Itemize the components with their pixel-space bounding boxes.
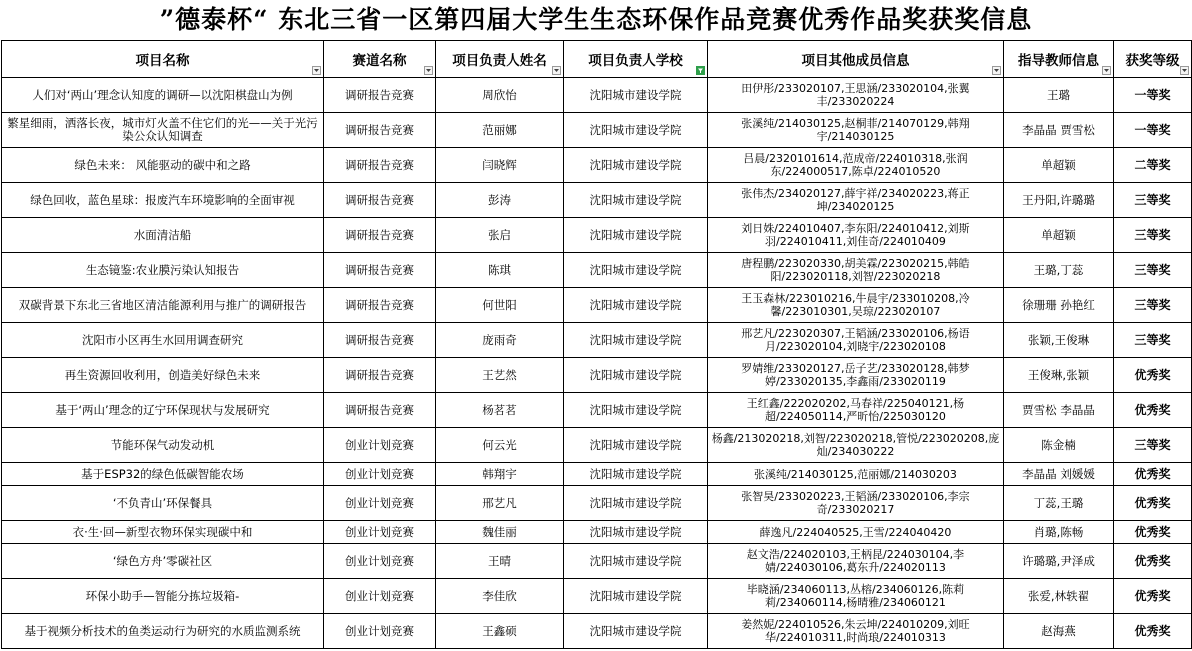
cell-members[interactable]: 姜然妮/224010526,朱云坤/224010209,刘旺华/224010311,时尚琅/224010313 bbox=[708, 614, 1004, 649]
cell-track[interactable]: 调研报告竞赛 bbox=[324, 393, 436, 428]
cell-members[interactable]: 毕晓涵/234060113,丛榕/234060126,陈莉莉/234060114,杨晴雅/234060121 bbox=[708, 579, 1004, 614]
cell-leader[interactable]: 范丽娜 bbox=[436, 113, 564, 148]
cell-teacher[interactable]: 单超颖 bbox=[1004, 148, 1114, 183]
cell-teacher[interactable]: 李晶晶 刘媛媛 bbox=[1004, 463, 1114, 486]
cell-leader[interactable]: 王晴 bbox=[436, 544, 564, 579]
cell-school[interactable]: 沈阳城市建设学院 bbox=[564, 183, 708, 218]
cell-track[interactable]: 调研报告竞赛 bbox=[324, 148, 436, 183]
cell-teacher[interactable]: 许璐璐,尹泽成 bbox=[1004, 544, 1114, 579]
table-row bbox=[2, 148, 1192, 183]
cell-project-name[interactable]: 水面清洁船 bbox=[2, 218, 324, 253]
cell-grade[interactable]: 优秀奖 bbox=[1114, 393, 1192, 428]
cell-track[interactable]: 调研报告竞赛 bbox=[324, 358, 436, 393]
cell-leader[interactable]: 何云光 bbox=[436, 428, 564, 463]
table-row bbox=[2, 183, 1192, 218]
cell-members[interactable]: 张溪纯/214030125,赵桐菲/214070129,韩翔宇/214030125 bbox=[708, 113, 1004, 148]
table-row bbox=[2, 428, 1192, 463]
cell-leader[interactable]: 何世阳 bbox=[436, 288, 564, 323]
cell-grade[interactable]: 优秀奖 bbox=[1114, 579, 1192, 614]
dropdown-filter-icon[interactable] bbox=[992, 66, 1001, 75]
dropdown-filter-icon[interactable] bbox=[424, 66, 433, 75]
cell-teacher[interactable]: 李晶晶 贾雪松 bbox=[1004, 113, 1114, 148]
cell-project-name[interactable]: 基于‘两山’理念的辽宁环保现状与发展研究 bbox=[2, 393, 324, 428]
cell-teacher[interactable]: 王璐 bbox=[1004, 78, 1114, 113]
table-row bbox=[2, 218, 1192, 253]
cell-track[interactable]: 调研报告竞赛 bbox=[324, 78, 436, 113]
table-row bbox=[2, 544, 1192, 579]
cell-members[interactable]: 赵文浩/224020103,王柄昆/224030104,李婧/224030106,葛东升/224020113 bbox=[708, 544, 1004, 579]
cell-members[interactable]: 邢艺凡/223020307,王韬涵/233020106,杨语月/223020104,刘晓宇/223020108 bbox=[708, 323, 1004, 358]
awards-table bbox=[1, 40, 1192, 649]
cell-school[interactable]: 沈阳城市建设学院 bbox=[564, 614, 708, 649]
cell-teacher[interactable]: 张爱,林轶翟 bbox=[1004, 579, 1114, 614]
table-row bbox=[2, 78, 1192, 113]
cell-project-name[interactable]: 生态镜鉴:农业膜污染认知报告 bbox=[2, 253, 324, 288]
cell-teacher[interactable]: 张颖,王俊琳 bbox=[1004, 323, 1114, 358]
cell-school[interactable]: 沈阳城市建设学院 bbox=[564, 358, 708, 393]
cell-members[interactable]: 薛逸凡/224040525,王雪/224040420 bbox=[708, 521, 1004, 544]
cell-teacher[interactable]: 王俊琳,张颖 bbox=[1004, 358, 1114, 393]
cell-teacher[interactable]: 王璐,丁蕊 bbox=[1004, 253, 1114, 288]
cell-teacher[interactable]: 丁蕊,王璐 bbox=[1004, 486, 1114, 521]
cell-track[interactable]: 调研报告竞赛 bbox=[324, 323, 436, 358]
col-header-members: 项目其他成员信息 bbox=[708, 41, 1004, 78]
cell-school[interactable]: 沈阳城市建设学院 bbox=[564, 393, 708, 428]
cell-leader[interactable]: 陈琪 bbox=[436, 253, 564, 288]
cell-track[interactable]: 创业计划竞赛 bbox=[324, 428, 436, 463]
dropdown-filter-icon[interactable] bbox=[552, 66, 561, 75]
col-header-project-name: 项目名称 bbox=[2, 41, 324, 78]
cell-project-name[interactable]: 衣·生·回—新型衣物环保实现碳中和 bbox=[2, 521, 324, 544]
cell-project-name[interactable]: 再生资源回收利用，创造美好绿色未来 bbox=[2, 358, 324, 393]
cell-grade[interactable]: 三等奖 bbox=[1114, 288, 1192, 323]
table-row bbox=[2, 486, 1192, 521]
col-header-teacher: 指导教师信息 bbox=[1004, 41, 1114, 78]
cell-teacher[interactable]: 肖璐,陈畅 bbox=[1004, 521, 1114, 544]
cell-members[interactable]: 杨鑫/213020218,刘智/223020218,管悦/223020208,庞灿/234030222 bbox=[708, 428, 1004, 463]
cell-school[interactable]: 沈阳城市建设学院 bbox=[564, 253, 708, 288]
cell-leader[interactable]: 杨茗茗 bbox=[436, 393, 564, 428]
cell-members[interactable]: 刘日姝/224010407,李东阳/224010412,刘斯羽/224010411,刘佳奇/224010409 bbox=[708, 218, 1004, 253]
cell-school[interactable]: 沈阳城市建设学院 bbox=[564, 463, 708, 486]
cell-grade[interactable]: 三等奖 bbox=[1114, 183, 1192, 218]
cell-members[interactable]: 罗婧维/233020127,岳子艺/233020128,韩梦婷/233020135,李鑫雨/233020119 bbox=[708, 358, 1004, 393]
cell-school[interactable]: 沈阳城市建设学院 bbox=[564, 113, 708, 148]
cell-track[interactable]: 调研报告竞赛 bbox=[324, 218, 436, 253]
table-row bbox=[2, 288, 1192, 323]
cell-project-name[interactable]: 绿色回收，蓝色星球：报废汽车环境影响的全面审视 bbox=[2, 183, 324, 218]
cell-grade[interactable]: 三等奖 bbox=[1114, 218, 1192, 253]
cell-leader[interactable]: 周欣怡 bbox=[436, 78, 564, 113]
cell-leader[interactable]: 王艺然 bbox=[436, 358, 564, 393]
dropdown-filter-icon[interactable] bbox=[312, 66, 321, 75]
cell-members[interactable]: 王红鑫/222020202,马春祥/225040121,杨超/224050114,严昕怡/225030120 bbox=[708, 393, 1004, 428]
cell-leader[interactable]: 彭涛 bbox=[436, 183, 564, 218]
cell-school[interactable]: 沈阳城市建设学院 bbox=[564, 486, 708, 521]
cell-members[interactable]: 张伟杰/234020127,薛宇祥/234020223,蒋正坤/234020125 bbox=[708, 183, 1004, 218]
cell-teacher[interactable]: 赵海燕 bbox=[1004, 614, 1114, 649]
cell-school[interactable]: 沈阳城市建设学院 bbox=[564, 579, 708, 614]
table-row bbox=[2, 579, 1192, 614]
table-row bbox=[2, 463, 1192, 486]
cell-project-name[interactable]: 基于视频分析技术的鱼类运动行为研究的水质监测系统 bbox=[2, 614, 324, 649]
cell-project-name[interactable]: 人们对‘两山’理念认知度的调研—以沈阳棋盘山为例 bbox=[2, 78, 324, 113]
cell-teacher[interactable]: 陈金楠 bbox=[1004, 428, 1114, 463]
cell-grade[interactable]: 三等奖 bbox=[1114, 253, 1192, 288]
cell-track[interactable]: 创业计划竞赛 bbox=[324, 521, 436, 544]
cell-grade[interactable]: 二等奖 bbox=[1114, 148, 1192, 183]
cell-grade[interactable]: 一等奖 bbox=[1114, 113, 1192, 148]
cell-track[interactable]: 调研报告竞赛 bbox=[324, 288, 436, 323]
table-row bbox=[2, 323, 1192, 358]
cell-project-name[interactable]: 节能环保气动发动机 bbox=[2, 428, 324, 463]
cell-track[interactable]: 创业计划竞赛 bbox=[324, 579, 436, 614]
cell-track[interactable]: 创业计划竞赛 bbox=[324, 486, 436, 521]
dropdown-filter-icon[interactable] bbox=[1180, 66, 1189, 75]
cell-teacher[interactable]: 王丹阳,许璐璐 bbox=[1004, 183, 1114, 218]
cell-teacher[interactable]: 贾雪松 李晶晶 bbox=[1004, 393, 1114, 428]
cell-grade[interactable]: 优秀奖 bbox=[1114, 358, 1192, 393]
cell-school[interactable]: 沈阳城市建设学院 bbox=[564, 544, 708, 579]
cell-members[interactable]: 王玉森林/223010216,牛晨宇/233010208,冷馨/223010301,吴琼/223020107 bbox=[708, 288, 1004, 323]
header-row bbox=[2, 41, 1192, 78]
cell-leader[interactable]: 张启 bbox=[436, 218, 564, 253]
cell-members[interactable]: 张溪纯/214030125,范丽娜/214030203 bbox=[708, 463, 1004, 486]
cell-grade[interactable]: 三等奖 bbox=[1114, 323, 1192, 358]
cell-grade[interactable]: 优秀奖 bbox=[1114, 486, 1192, 521]
cell-leader[interactable]: 韩翔宇 bbox=[436, 463, 564, 486]
cell-track[interactable]: 创业计划竞赛 bbox=[324, 614, 436, 649]
cell-project-name[interactable]: ‘不负青山’环保餐具 bbox=[2, 486, 324, 521]
cell-school[interactable]: 沈阳城市建设学院 bbox=[564, 428, 708, 463]
cell-project-name[interactable]: 沈阳市小区再生水回用调查研究 bbox=[2, 323, 324, 358]
table-row bbox=[2, 393, 1192, 428]
cell-track[interactable]: 创业计划竞赛 bbox=[324, 544, 436, 579]
col-header-track: 赛道名称 bbox=[324, 41, 436, 78]
cell-project-name[interactable]: 繁星细雨，洒落长夜，城市灯火盖不住它们的光——关于光污染公众认知调查 bbox=[2, 113, 324, 148]
cell-teacher[interactable]: 徐珊珊 孙艳红 bbox=[1004, 288, 1114, 323]
cell-members[interactable]: 张智昊/233020223,王韬涵/233020106,李宗奇/233020217 bbox=[708, 486, 1004, 521]
cell-grade[interactable]: 优秀奖 bbox=[1114, 521, 1192, 544]
table-row bbox=[2, 521, 1192, 544]
cell-leader[interactable]: 闫晓辉 bbox=[436, 148, 564, 183]
col-header-grade: 获奖等级 bbox=[1114, 41, 1192, 78]
cell-school[interactable]: 沈阳城市建设学院 bbox=[564, 323, 708, 358]
table-row bbox=[2, 614, 1192, 649]
col-header-school: 项目负责人学校 bbox=[564, 41, 708, 78]
cell-track[interactable]: 调研报告竞赛 bbox=[324, 113, 436, 148]
table-row bbox=[2, 113, 1192, 148]
cell-leader[interactable]: 庞雨奇 bbox=[436, 323, 564, 358]
active-filter-icon[interactable] bbox=[696, 66, 705, 75]
cell-school[interactable]: 沈阳城市建设学院 bbox=[564, 218, 708, 253]
cell-track[interactable]: 创业计划竞赛 bbox=[324, 463, 436, 486]
cell-project-name[interactable]: 双碳背景下东北三省地区清洁能源利用与推广的调研报告 bbox=[2, 288, 324, 323]
cell-grade[interactable]: 优秀奖 bbox=[1114, 544, 1192, 579]
cell-leader[interactable]: 王鑫硕 bbox=[436, 614, 564, 649]
dropdown-filter-icon[interactable] bbox=[1102, 66, 1111, 75]
cell-project-name[interactable]: 基于ESP32的绿色低碳智能农场 bbox=[2, 463, 324, 486]
cell-track[interactable]: 调研报告竞赛 bbox=[324, 183, 436, 218]
table-row bbox=[2, 253, 1192, 288]
cell-project-name[interactable]: 绿色未来： 风能驱动的碳中和之路 bbox=[2, 148, 324, 183]
cell-school[interactable]: 沈阳城市建设学院 bbox=[564, 521, 708, 544]
cell-grade[interactable]: 一等奖 bbox=[1114, 78, 1192, 113]
cell-project-name[interactable]: ‘绿色方舟’零碳社区 bbox=[2, 544, 324, 579]
cell-project-name[interactable]: 环保小助手—智能分拣垃圾箱- bbox=[2, 579, 324, 614]
cell-members[interactable]: 唐程鹏/223020330,胡美霖/223020215,韩皓阳/223020118,刘智/223020218 bbox=[708, 253, 1004, 288]
cell-grade[interactable]: 优秀奖 bbox=[1114, 614, 1192, 649]
cell-leader[interactable]: 李佳欣 bbox=[436, 579, 564, 614]
cell-members[interactable]: 田伊彤/233020107,王思涵/233020104,张翼丰/233020224 bbox=[708, 78, 1004, 113]
cell-track[interactable]: 调研报告竞赛 bbox=[324, 253, 436, 288]
cell-members[interactable]: 吕晨/2320101614,范成帝/224010318,张润东/224000517,陈卓/224010520 bbox=[708, 148, 1004, 183]
cell-school[interactable]: 沈阳城市建设学院 bbox=[564, 148, 708, 183]
cell-leader[interactable]: 魏佳丽 bbox=[436, 521, 564, 544]
cell-leader[interactable]: 邢艺凡 bbox=[436, 486, 564, 521]
cell-school[interactable]: 沈阳城市建设学院 bbox=[564, 288, 708, 323]
cell-grade[interactable]: 三等奖 bbox=[1114, 428, 1192, 463]
col-header-leader: 项目负责人姓名 bbox=[436, 41, 564, 78]
table-row bbox=[2, 358, 1192, 393]
page-title: ”德泰杯“ 东北三省一区第四届大学生生态环保作品竞赛优秀作品奖获奖信息 bbox=[159, 5, 1033, 34]
cell-school[interactable]: 沈阳城市建设学院 bbox=[564, 78, 708, 113]
cell-teacher[interactable]: 单超颖 bbox=[1004, 218, 1114, 253]
cell-grade[interactable]: 优秀奖 bbox=[1114, 463, 1192, 486]
